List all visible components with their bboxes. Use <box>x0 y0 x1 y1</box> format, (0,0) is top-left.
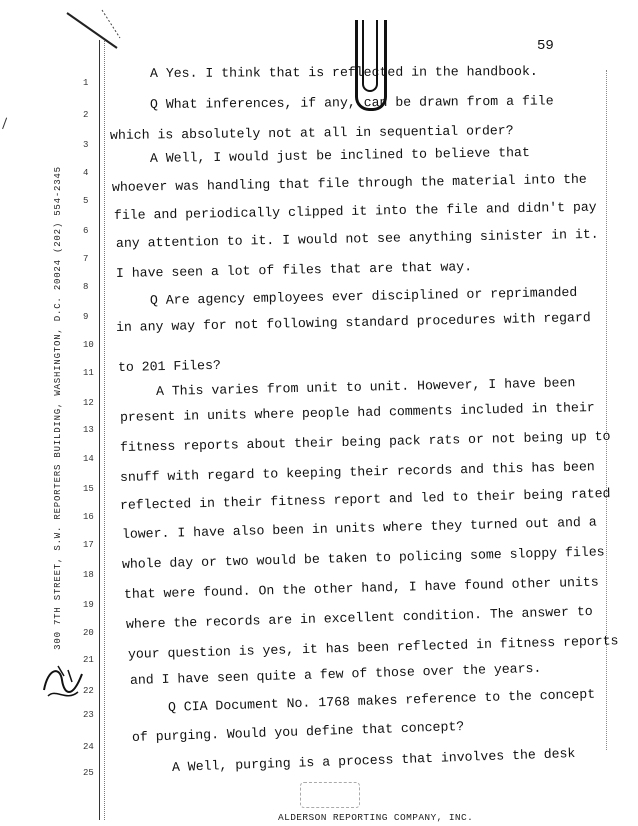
margin-mark <box>2 118 11 131</box>
line-number: 5 <box>83 196 89 206</box>
transcript-line: fitness reports about their being pack rats or not being up to <box>119 428 611 455</box>
transcript-line: snuff with regard to keeping their records and this has been <box>119 459 595 485</box>
transcript-line: where the records are in excellent condition. The answer to <box>125 603 593 632</box>
transcript-line: which is absolutely not at all in sequential order? <box>109 123 514 143</box>
transcript-line: of purging. Would you define that concept? <box>131 718 465 745</box>
transcript-line: and I have seen quite a few of those over the years. <box>129 660 542 688</box>
transcript-line: whoever was handling that file through the material into the <box>111 171 587 195</box>
line-number: 23 <box>83 710 94 720</box>
line-number: 15 <box>83 484 94 494</box>
line-number: 17 <box>83 540 94 550</box>
transcript-line: lower. I have also been in units where they turned out and a <box>121 514 597 542</box>
line-number: 18 <box>83 570 94 580</box>
transcript-line: any attention to it. I would not see anything sinister in it. <box>115 226 599 251</box>
line-number: 12 <box>83 398 94 408</box>
line-number: 2 <box>83 110 89 120</box>
reporter-address: 300 7TH STREET, S.W. REPORTERS BUILDING, WASHINGTON, D.C. 20024 (202) 554-2345 <box>53 166 63 650</box>
line-number: 22 <box>83 686 94 696</box>
transcript-line: whole day or two would be taken to policing some sloppy files <box>121 544 605 572</box>
line-number: 1 <box>83 78 89 88</box>
line-number: 19 <box>83 600 94 610</box>
line-number: 8 <box>83 282 89 292</box>
transcript-line: A Well, purging is a process that involves the desk <box>171 745 576 775</box>
transcript-line: to 201 Files? <box>117 357 222 375</box>
margin-rule-left <box>99 40 100 820</box>
transcript-line: in any way for not following standard procedures with regard <box>115 310 591 335</box>
transcript-line: Q What inferences, if any, can be drawn from a file <box>149 93 554 112</box>
transcript-line: I have seen a lot of files that are that way. <box>115 259 473 281</box>
transcript-line: file and periodically clipped it into the file and didn't pay <box>113 199 597 223</box>
paper-clip-inner <box>362 20 378 92</box>
margin-rule-left-dotted <box>104 40 105 820</box>
line-number: 7 <box>83 254 89 264</box>
line-number: 6 <box>83 226 89 236</box>
transcript-line: that were found. On the other hand, I have found other units <box>123 574 599 602</box>
line-number: 16 <box>83 512 94 522</box>
line-number: 3 <box>83 140 89 150</box>
line-number: 13 <box>83 425 94 435</box>
line-number: 20 <box>83 628 94 638</box>
line-number: 24 <box>83 742 94 752</box>
line-number: 4 <box>83 168 89 178</box>
handwritten-mark <box>38 660 88 706</box>
line-number: 14 <box>83 454 94 464</box>
transcript-line: A Yes. I think that is reflected in the handbook. <box>149 63 538 81</box>
transcript-line: Q Are agency employees ever disciplined or reprimanded <box>149 284 578 308</box>
transcript-line: Q CIA Document No. 1768 makes reference to the concept <box>167 686 596 715</box>
transcript-line: A Well, I would just be inclined to believe that <box>149 145 530 166</box>
page-fold-mark <box>62 8 122 68</box>
transcript-line: reflected in their fitness report and led to their being rated <box>119 486 611 513</box>
line-number: 21 <box>83 655 94 665</box>
line-number: 25 <box>83 768 94 778</box>
bottom-stamp <box>300 782 360 808</box>
page-number: 59 <box>537 38 554 54</box>
transcript-line: present in units where people had comments included in their <box>119 400 595 425</box>
line-number: 10 <box>83 340 94 350</box>
line-number: 9 <box>83 312 89 322</box>
transcript-line: your question is yes, it has been reflected in fitness reports <box>127 633 619 662</box>
footer-company: ALDERSON REPORTING COMPANY, INC. <box>278 812 474 823</box>
line-number: 11 <box>83 368 94 378</box>
transcript-line: A This varies from unit to unit. However, I have been <box>155 375 576 399</box>
